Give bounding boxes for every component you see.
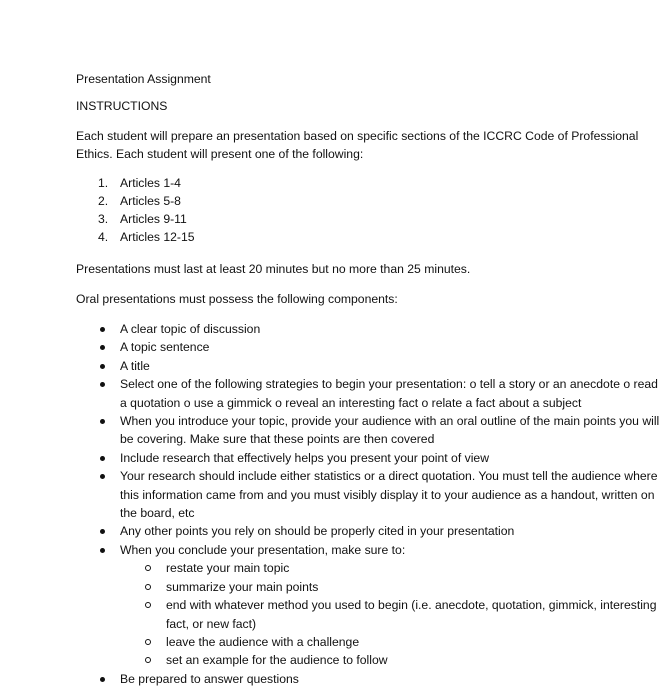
list-item-text: leave the audience with a challenge [166,634,360,649]
list-item-text: A clear topic of discussion [120,322,261,336]
list-number: 3. [98,212,109,226]
components-intro: Oral presentations must possess the following components: [76,292,398,306]
list-item [76,375,661,412]
bullet-icon [100,345,105,350]
duration-paragraph: Presentations must last at least 20 minutes but no more than 25 minutes. [76,262,471,276]
bullet-icon [100,327,105,332]
list-item-text: Include research that effectively helps you present your point of view [120,450,489,465]
list-item [76,670,661,688]
list-item-text: summarize your main points [166,579,319,594]
list-item [76,467,661,522]
list-item [76,651,661,669]
intro-paragraph: Each student will prepare an presentation based on specific sections of the ICCRC Code of Professional Ethics. Each student will present one of the following: [76,129,639,161]
list-item-text: end with whatever method you used to begin (i.e. anecdote, quotation, gimmick, interesting fact, or new fact) [166,598,657,631]
circle-bullet-icon [145,565,151,571]
list-item [76,210,661,228]
list-item [76,541,661,559]
bullet-icon [100,419,105,424]
list-item-text: set an example for the audience to follow [166,653,388,668]
list-item-text: When you conclude your presentation, make sure to: [120,542,406,557]
circle-bullet-icon [145,602,151,608]
list-item [76,412,661,449]
list-item-text: Any other points you rely on should be properly cited in your presentation [120,524,515,539]
list-item [76,578,661,596]
list-item-text: Articles 9-11 [120,212,187,226]
list-item-text: Be prepared to answer questions [120,671,299,686]
list-item [76,633,661,651]
list-item-text: Your research should include either statistics or a direct quotation. You must tell the audience where this information came from and you must visibly display it to your audience as a handout, written on the board, etc [120,469,658,521]
list-item-text: A topic sentence [120,340,210,355]
bullet-icon [100,456,105,461]
list-item [76,320,661,338]
bullet-icon [100,677,105,682]
list-number: 4. [98,230,109,244]
list-number: 2. [98,194,109,208]
list-item [76,338,661,356]
list-item [76,357,661,375]
components-list [76,320,661,688]
circle-bullet-icon [145,657,151,663]
list-item [76,192,661,210]
list-item [76,596,661,633]
list-number: 1. [98,176,109,190]
bullet-icon [100,548,105,553]
list-item-text: Articles 5-8 [120,194,181,208]
list-item [76,174,661,192]
bullet-icon [100,382,105,387]
bullet-icon [100,529,105,534]
list-item [76,522,661,540]
circle-bullet-icon [145,639,151,645]
conclusion-sublist [76,559,661,669]
circle-bullet-icon [145,584,151,590]
document-page [76,70,661,688]
list-item-text: Articles 12-15 [120,230,195,244]
list-item [76,559,661,577]
list-item-text: Select one of the following strategies to begin your presentation: o tell a story or an anecdote o read a quotation o use a gimmick o reveal an interesting fact o relate a fact about a subject [120,377,658,410]
articles-list [76,174,661,246]
bullet-icon [100,474,105,479]
list-item-text: When you introduce your topic, provide your audience with an oral outline of the main points you will be covering. Make sure that these points are then covered [120,414,660,447]
document-title: Presentation Assignment [76,72,211,86]
list-item-text: restate your main topic [166,561,290,576]
instructions-heading: INSTRUCTIONS [76,99,168,113]
bullet-icon [100,364,105,369]
list-item-text: A title [120,358,150,373]
list-item-text: Articles 1-4 [120,176,181,190]
list-item [76,449,661,467]
list-item [76,228,661,246]
